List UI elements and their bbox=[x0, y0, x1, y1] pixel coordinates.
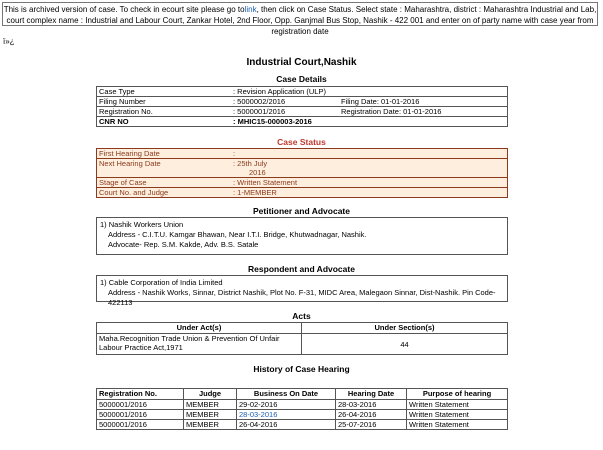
stage-row bbox=[97, 178, 508, 188]
court-judge-row bbox=[97, 188, 508, 198]
history-judge: MEMBER bbox=[184, 410, 237, 420]
history-registration: 5000001/2016 bbox=[97, 400, 184, 410]
cnr-row bbox=[97, 117, 508, 127]
history-table bbox=[96, 388, 508, 430]
court-judge-label: Court No. and Judge bbox=[97, 188, 232, 198]
petitioner-advocate: Advocate- Rep. S.M. Kakde, Adv. B.S. Satale bbox=[108, 240, 259, 249]
history-hearing-date: 28-03-2016 bbox=[336, 400, 407, 410]
respondent-address: Address - Nashik Works, Sinnar, District Nashik, Plot No. F-31, MIDC Area, Malegaon Sinnar, Dist-Nashik. Pin Code-422113 bbox=[108, 288, 496, 307]
court-title: Industrial Court,Nashik bbox=[246, 57, 357, 68]
history-col-business-date: Business On Date bbox=[237, 389, 336, 400]
court-judge-value: : 1-MEMBER bbox=[231, 188, 508, 198]
petitioner-address: Address - C.I.T.U. Kamgar Bhawan, Near I.T.I. Bridge, Khutwadnagar, Nashik. bbox=[108, 230, 367, 239]
history-purpose: Written Statement bbox=[407, 410, 508, 420]
acts-table bbox=[96, 322, 508, 355]
filing-number-label: Filing Number bbox=[97, 97, 232, 107]
history-purpose: Written Statement bbox=[407, 400, 508, 410]
case-status-heading: Case Status bbox=[277, 137, 326, 147]
cnr-extra bbox=[339, 117, 508, 127]
history-hearing-date: 25-07-2016 bbox=[336, 420, 407, 430]
notice-text-after: , then click on Case Status. Select state : Maharashtra, district : Maharashtra Industrial and Lab, court complex name : Industrial and Labour Court, Zankar Hotel, 2nd Floor, Opp. Ganjmal Bus Stop, Nashik - 422 001 and enter on of party name with case year from registration date bbox=[6, 5, 597, 36]
case-status-table bbox=[96, 148, 508, 198]
archive-notice bbox=[2, 2, 598, 36]
first-hearing-value: : bbox=[231, 149, 508, 159]
acts-header-row bbox=[97, 323, 508, 334]
registration-date: Registration Date: 01-01-2016 bbox=[339, 107, 508, 117]
respondent-box bbox=[96, 275, 508, 307]
history-col-judge: Judge bbox=[184, 389, 237, 400]
case-details-heading: Case Details bbox=[276, 74, 327, 84]
next-hearing-value: : 25th July bbox=[233, 159, 268, 168]
filing-date: Filing Date: 01-01-2016 bbox=[339, 97, 508, 107]
petitioner-box bbox=[96, 217, 508, 255]
respondent-name: 1) Cable Corporation of India Limited bbox=[100, 278, 223, 287]
act-section: 44 bbox=[302, 334, 508, 355]
history-row bbox=[97, 410, 508, 420]
first-hearing-label: First Hearing Date bbox=[97, 149, 232, 159]
act-name: Maha.Recognition Trade Union & Prevention Of Unfair Labour Practice Act,1971 bbox=[97, 334, 302, 355]
history-business-date: 29-02-2016 bbox=[237, 400, 336, 410]
history-purpose: Written Statement bbox=[407, 420, 508, 430]
history-registration: 5000001/2016 bbox=[97, 410, 184, 420]
registration-row bbox=[97, 107, 508, 117]
petitioner-heading: Petitioner and Advocate bbox=[253, 206, 350, 216]
petitioner-name: 1) Nashik Workers Union bbox=[100, 220, 184, 229]
business-date-link[interactable]: 28-03-2016 bbox=[239, 410, 278, 419]
history-row bbox=[97, 420, 508, 430]
history-judge: MEMBER bbox=[184, 420, 237, 430]
history-col-registration: Registration No. bbox=[97, 389, 184, 400]
acts-heading: Acts bbox=[292, 311, 311, 321]
stage-value: : Written Statement bbox=[231, 178, 508, 188]
history-business-date: 26-04-2016 bbox=[237, 420, 336, 430]
cnr-label: CNR NO bbox=[97, 117, 232, 127]
history-col-hearing-date: Hearing Date bbox=[336, 389, 407, 400]
case-type-row bbox=[97, 87, 508, 97]
filing-number-row bbox=[97, 97, 508, 107]
under-acts-header: Under Act(s) bbox=[97, 323, 302, 334]
history-judge: MEMBER bbox=[184, 400, 237, 410]
case-type-value: : Revision Application (ULP) bbox=[231, 87, 339, 97]
registration-label: Registration No. bbox=[97, 107, 232, 117]
next-hearing-row bbox=[97, 159, 508, 178]
case-type-label: Case Type bbox=[97, 87, 232, 97]
next-hearing-label: Next Hearing Date bbox=[97, 159, 232, 178]
under-sections-header: Under Section(s) bbox=[302, 323, 508, 334]
ecourt-link[interactable]: link bbox=[244, 5, 257, 14]
history-row bbox=[97, 400, 508, 410]
stage-label: Stage of Case bbox=[97, 178, 232, 188]
history-business-date-link[interactable] bbox=[237, 410, 336, 420]
filing-number-value: : 5000002/2016 bbox=[231, 97, 339, 107]
notice-text-before: This is archived version of case. To check in ecourt site please go to bbox=[3, 5, 245, 14]
cnr-value: : MHIC15-000003-2016 bbox=[231, 117, 339, 127]
stray-bom-text: ï»¿ bbox=[3, 37, 15, 46]
next-hearing-year: 2016 bbox=[249, 168, 266, 177]
respondent-heading: Respondent and Advocate bbox=[248, 264, 355, 274]
history-hearing-date: 26-04-2016 bbox=[336, 410, 407, 420]
registration-value: : 5000001/2016 bbox=[231, 107, 339, 117]
first-hearing-row bbox=[97, 149, 508, 159]
case-details-table bbox=[96, 86, 508, 127]
next-hearing-value-cell bbox=[231, 159, 508, 178]
history-registration: 5000001/2016 bbox=[97, 420, 184, 430]
history-header-row bbox=[97, 389, 508, 400]
history-col-purpose: Purpose of hearing bbox=[407, 389, 508, 400]
history-heading: History of Case Hearing bbox=[253, 364, 350, 374]
case-type-extra bbox=[339, 87, 508, 97]
acts-row bbox=[97, 334, 508, 355]
